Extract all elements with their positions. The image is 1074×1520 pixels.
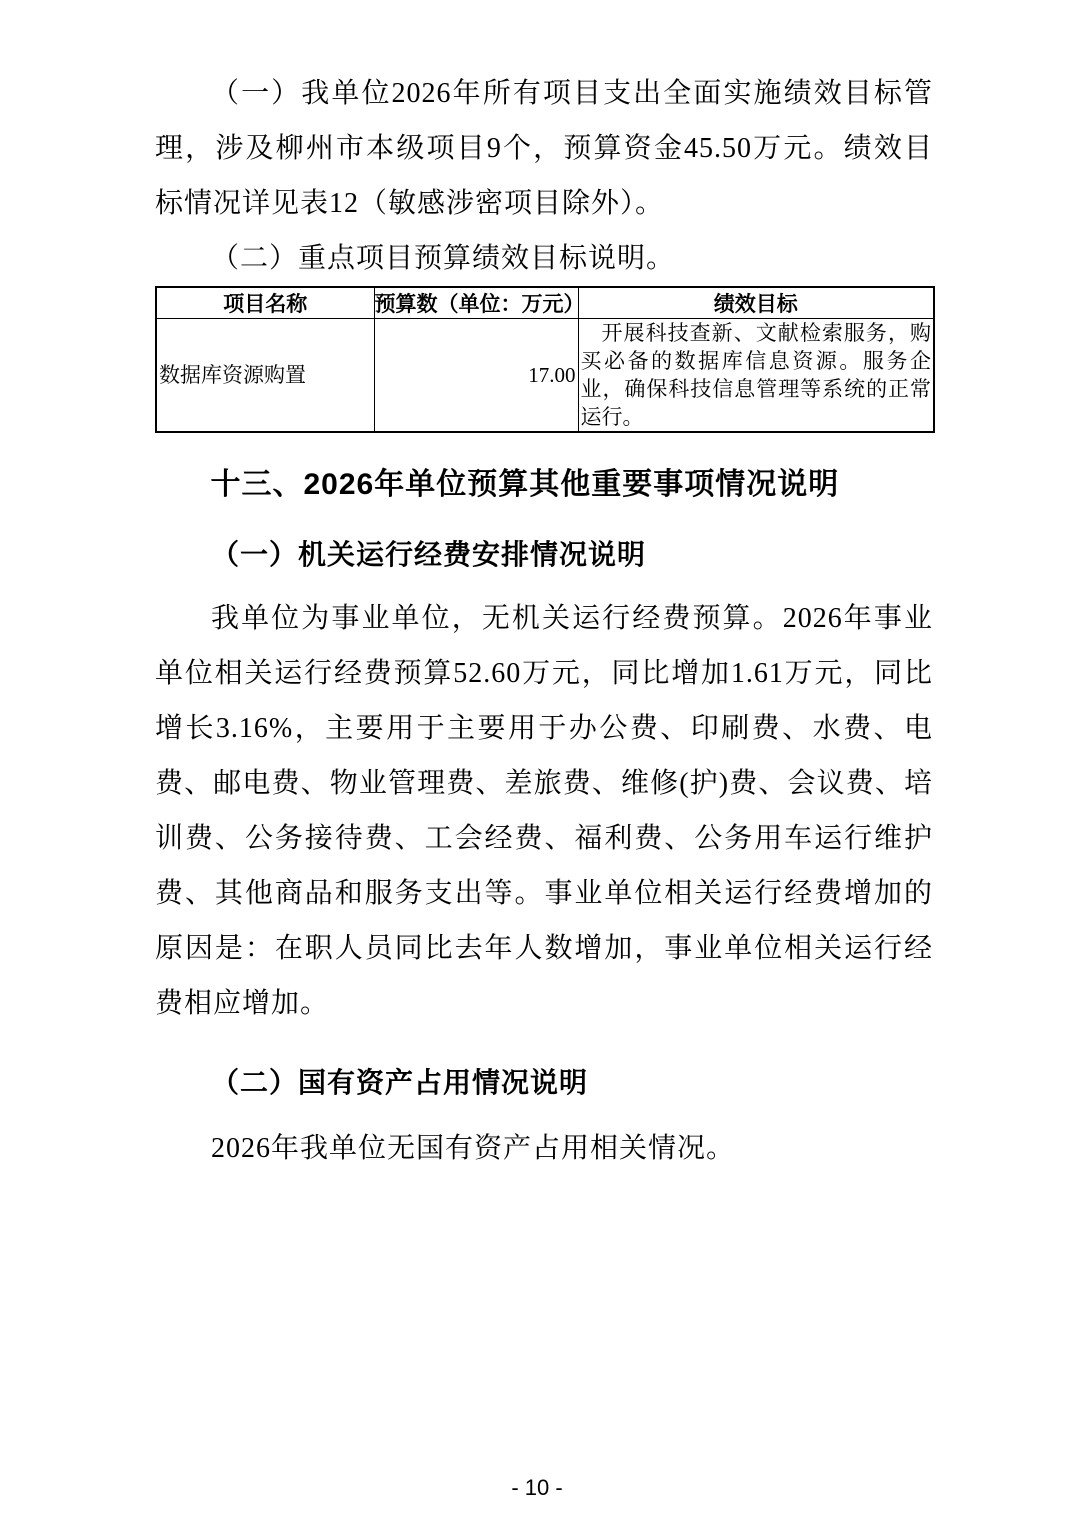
sub-heading-agency-operating-expense: （一）机关运行经费安排情况说明 <box>211 540 647 571</box>
table-header-row <box>156 287 934 319</box>
paragraph-performance-target-overview: （一）我单位2026年所有项目支出全面实施绩效目标管理，涉及柳州市本级项目9个，预算资金45.50万元。绩效目标情况详见表12（敏感涉密项目除外）。 <box>155 78 933 219</box>
column-header-project-name: 项目名称 <box>156 287 374 319</box>
cell-performance-target: 开展科技查新、文献检索服务，购买必备的数据库信息资源。服务企业，确保科技信息管理等系统的正常运行。 <box>578 319 934 433</box>
cell-budget-amount: 17.00 <box>374 319 578 433</box>
sub-heading-state-owned-assets: （二）国有资产占用情况说明 <box>211 1068 589 1099</box>
cell-project-name: 数据库资源购置 <box>156 319 374 433</box>
section-heading-thirteen: 十三、2026年单位预算其他重要事项情况说明 <box>210 468 840 501</box>
performance-target-table <box>155 286 935 433</box>
paragraph-state-owned-assets-detail: 2026年我单位无国有资产占用相关情况。 <box>211 1133 736 1164</box>
paragraph-operating-expense-detail: 我单位为事业单位，无机关运行经费预算。2026年事业单位相关运行经费预算52.60万元，同比增加1.61万元，同比增长3.16%，主要用于主要用于办公费、印刷费、水费、电费、邮电费、物业管理费、差旅费、维修(护)费、会议费、培训费、公务接待费、工会经费、福利费、公务用车运行维护费、其他商品和服务支出等。事业单位相关运行经费增加的原因是：在职人员同比去年人数增加，事业单位相关运行经费相应增加。 <box>155 603 933 1019</box>
column-header-budget-amount: 预算数（单位：万元） <box>374 287 578 319</box>
paragraph-key-project-target-intro: （二）重点项目预算绩效目标说明。 <box>211 243 676 274</box>
document-content <box>155 0 933 1176</box>
page-number: - 10 - <box>511 1475 563 1500</box>
table-row <box>156 319 934 433</box>
column-header-performance-target: 绩效目标 <box>578 287 934 319</box>
